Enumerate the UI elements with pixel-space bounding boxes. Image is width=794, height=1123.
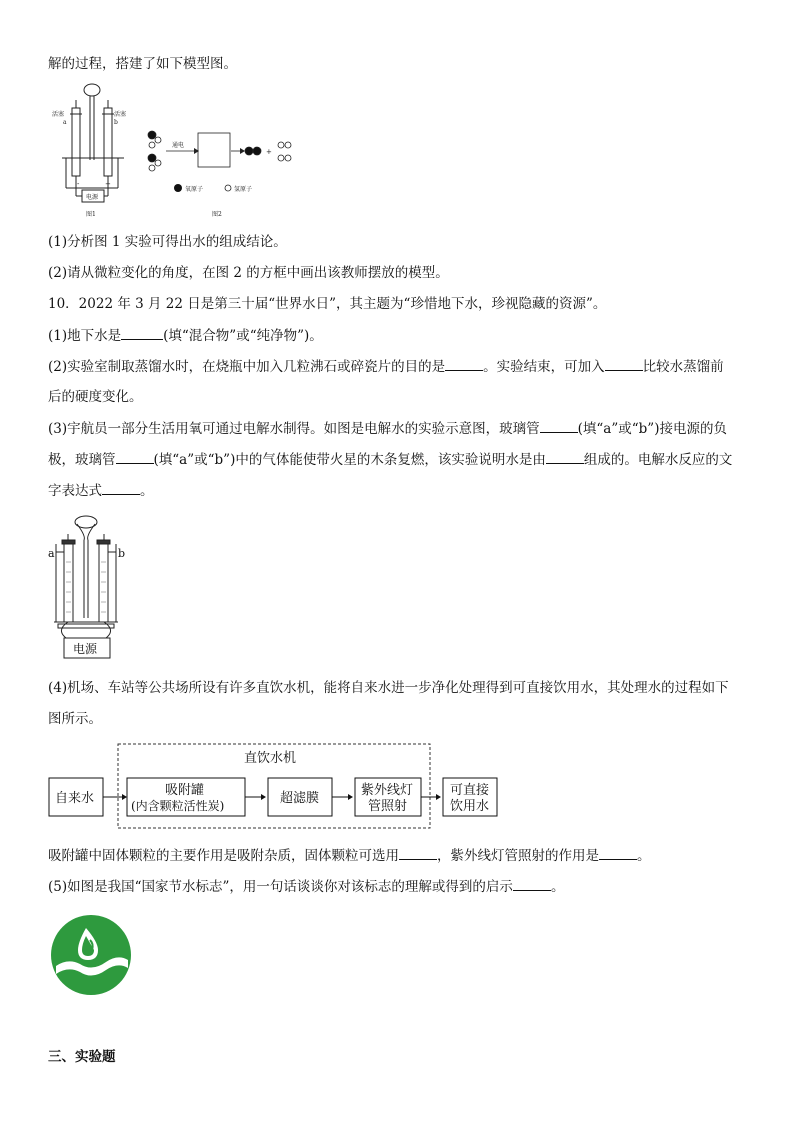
step-tap-water-label: 自来水 xyxy=(55,791,95,806)
part-4-text: 。 xyxy=(637,848,651,864)
text-line xyxy=(48,54,237,74)
fig1-plus-sign: + xyxy=(105,180,111,188)
part-5-text: 。 xyxy=(550,879,565,895)
text-line xyxy=(48,449,732,470)
question-10-stem: 10．2022 年 3 月 22 日是第三十届“世界水日”，其主题为“珍惜地下水，珍视隐藏的资源”。 xyxy=(48,296,607,312)
step-drinkable-label-1: 可直接 xyxy=(450,783,490,798)
flow-arrow xyxy=(122,794,127,800)
answer-blank[interactable] xyxy=(599,845,637,860)
part-2-text: 比较水蒸馏前 xyxy=(642,359,724,375)
question-2: (2)请从微粒变化的角度，在图 2 的方框中画出该教师摆放的模型。 xyxy=(48,265,449,281)
fig1-right-stopcock-label: 活塞 xyxy=(114,111,127,118)
machine-title: 直饮水机 xyxy=(244,751,297,766)
fig2-arrowhead-2 xyxy=(240,148,245,154)
fig1-apparatus xyxy=(62,84,127,202)
apparatus-label-a: a xyxy=(48,547,55,560)
fig2-legend-o: 氧原子 xyxy=(185,186,204,193)
answer-blank[interactable] xyxy=(121,325,163,340)
section-heading: 三、实验题 xyxy=(48,1049,116,1065)
answer-blank[interactable] xyxy=(605,356,643,371)
text-line xyxy=(48,876,564,897)
electrolysis-model-figure xyxy=(48,78,308,228)
part-3-text: 字表达式 xyxy=(48,483,102,499)
part-3-text: (3)宇航员一部分生活用氧可通过电解水制得。如图是电解水的实验示意图，玻璃管 xyxy=(48,421,540,437)
answer-blank[interactable] xyxy=(116,449,154,464)
text-line xyxy=(48,325,323,346)
part-1-text: (1)地下水是 xyxy=(48,328,122,344)
flow-arrow xyxy=(261,794,266,800)
text-line xyxy=(48,232,287,252)
fig2-plus-sign: + xyxy=(266,148,272,156)
text-line xyxy=(48,356,724,377)
fig1-left-stopcock-label: 活塞 xyxy=(52,111,65,118)
answer-blank[interactable] xyxy=(102,480,140,495)
flow-arrow xyxy=(436,794,441,800)
step-adsorption-label-2: (内含颗粒活性炭) xyxy=(131,799,225,813)
part-2-text: (2)实验室制取蒸馏水时，在烧瓶中加入几粒沸石或碎瓷片的目的是 xyxy=(48,359,446,375)
step-drinkable-label-2: 饮用水 xyxy=(450,799,490,814)
apparatus-power-label: 电源 xyxy=(73,642,98,656)
text-line xyxy=(48,678,729,698)
flow-arrow xyxy=(348,794,353,800)
fig2-legend-o-symbol xyxy=(174,184,182,192)
fig2-caption: 图2 xyxy=(212,211,222,218)
fig1-label-a: a xyxy=(63,119,67,126)
part-1-text: (填“混合物”或“纯净物”)。 xyxy=(163,328,323,344)
answer-blank[interactable] xyxy=(445,356,483,371)
water-saving-logo xyxy=(48,914,134,996)
step-uv-label-2: 管照射 xyxy=(368,799,408,814)
step-adsorption-label-1: 吸附罐 xyxy=(165,783,205,798)
text-line xyxy=(48,294,606,314)
answer-blank[interactable] xyxy=(399,845,437,860)
water-purifier-flowchart xyxy=(46,740,506,832)
fig1-caption: 图1 xyxy=(86,211,96,218)
part-4-text: (4)机场、车站等公共场所设有许多直饮水机，能将自来水进一步净化处理得到可直接饮用水，其处理水的过程如下 xyxy=(48,680,729,696)
part-4-text: 吸附罐中固体颗粒的主要作用是吸附杂质，固体颗粒可选用 xyxy=(48,848,399,864)
step-ultrafiltration-label: 超滤膜 xyxy=(280,791,320,806)
text-line xyxy=(48,845,651,866)
answer-blank[interactable] xyxy=(513,876,551,891)
part-2-text: 。实验结束，可加入 xyxy=(483,359,605,375)
part-3-text: 极，玻璃管 xyxy=(48,452,116,468)
part-3-text: (填“a”或“b”)中的气体能使带火星的木条复燃，该实验说明水是由 xyxy=(153,452,546,468)
part-2-text: 后的硬度变化。 xyxy=(48,389,143,405)
part-3-text: (填“a”或“b”)接电源的负 xyxy=(577,421,727,437)
text-line xyxy=(48,387,143,407)
answer-blank[interactable] xyxy=(540,418,578,433)
fig2-legend-h: 氢原子 xyxy=(234,186,253,193)
part-4-text: 图所示。 xyxy=(48,711,102,727)
part-3-text: 。 xyxy=(140,483,154,499)
question-1: (1)分析图 1 实验可得出水的组成结论。 xyxy=(48,234,287,250)
fig2-answer-box xyxy=(198,133,230,167)
apparatus-label-b: b xyxy=(118,547,126,560)
fig2-reactant-molecules xyxy=(148,131,161,171)
intro-text: 解的过程，搭建了如下模型图。 xyxy=(48,56,237,72)
text-line xyxy=(48,480,154,501)
fig2-legend-h-symbol xyxy=(225,185,231,191)
step-uv-label-1: 紫外线灯 xyxy=(361,783,414,798)
part-3-text: 组成的。电解水反应的文 xyxy=(583,452,733,468)
text-line xyxy=(48,263,449,283)
text-line xyxy=(48,709,102,729)
fig1-label-b: b xyxy=(114,119,118,126)
answer-blank[interactable] xyxy=(546,449,584,464)
fig2-arrow-label: 通电 xyxy=(172,142,185,149)
text-line xyxy=(48,418,727,439)
fig1-power-label: 电源 xyxy=(86,194,99,201)
fig1-minus-sign: - xyxy=(77,180,80,188)
part-5-text: (5)如图是我国“国家节水标志”，用一句话谈谈你对该标志的理解或得到的启示 xyxy=(48,879,513,895)
electrolysis-apparatus-figure xyxy=(46,512,136,664)
part-4-text: ，紫外线灯管照射的作用是 xyxy=(437,848,599,864)
